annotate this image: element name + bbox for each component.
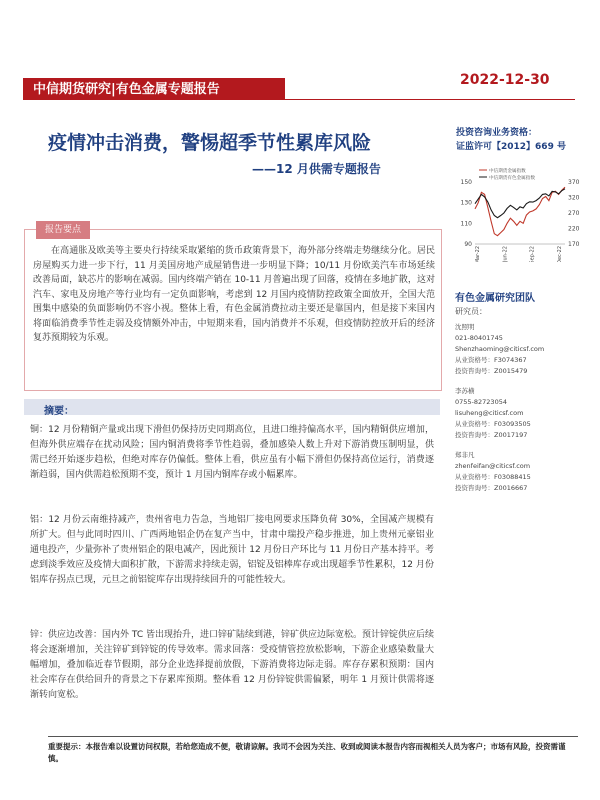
x-tick-label: Jun-22 xyxy=(502,246,509,262)
page-title: 疫情冲击消费，警惕超季节性累库风险 xyxy=(48,132,372,154)
license-line-2: 证监许可【2012】669 号 xyxy=(456,142,566,152)
y-right-tick-label: 370 xyxy=(568,179,580,186)
summary-tag: 报告要点 xyxy=(36,221,90,239)
analyst-name: 沈照明 xyxy=(455,323,475,331)
y-left-tick-label: 110 xyxy=(460,220,472,228)
analyst-name: 李苏横 xyxy=(455,387,475,395)
series-line xyxy=(475,187,565,236)
index-chart xyxy=(447,166,597,262)
analyst-card xyxy=(455,322,595,377)
abstract-heading: 摘要： xyxy=(44,406,74,417)
y-right-tick-label: 320 xyxy=(568,194,580,202)
analyst-card xyxy=(455,450,595,494)
y-left-tick-label: 130 xyxy=(460,199,472,207)
abstract-paragraph-aluminum: 铝：12 月份云南维持减产，贵州省电力告急，当地铝厂接电网要求压降负荷 30%，全国减产规模有所扩大。但与此同时四川、广西两地铝企仍在复产当中，甘肃中瑞投产稳步推进，加上贵州元豪铝业通电投产，少量弥补了贵州铝企的限电减产，因此预计 12 月份日产环比与 11 月份日产基本持平。考虑到淡季效应及疫情大面积扩散，下游需求持续走弱，铝锭及铝棒库存或出现超季节性累积，12 月份铝库存拐点已现，元旦之前铝锭库存出现持续回升的可能性较大。 xyxy=(30,515,434,585)
license-line-1: 投资咨询业务资格： xyxy=(456,128,538,138)
summary-text: 在高通胀及欧美等主要央行持续采取紧缩的货币政策背景下，海外部分终端走势继续分化。居民房屋购买力进一步下行，11 月美国房地产成屋销售进一步明显下降；10/11 月份欧美汽车市场延续改善局面，缺芯片的影响在减弱。国内终端产销在 10-11 月普遍出现了回落，疫情在多地扩散，这对汽车、家电及房地产等行业均有一定负面影响，考虑到 12 月国内疫情防控政策全面放开，全国大范围集中感染的负面影响仍不容小视。整体上看，有色金属消费拉动主要还是靠国内，但是接下来国内将面临消费季节性走弱及疫情额外冲击，中短期来看，国内消费并不乐观，但疫情防控放开后的经济复苏预期较为乐观。 xyxy=(33,246,435,343)
x-tick-label: Sep-22 xyxy=(529,246,536,262)
analyst-license-1: 从业资格号：F03093505 xyxy=(455,420,531,428)
license-info xyxy=(456,126,566,154)
header-brand: 中信期货研究|有色金属专题报告 xyxy=(33,82,220,97)
y-left-tick-label: 90 xyxy=(464,241,472,248)
page-subtitle: ——12 月供需专题报告 xyxy=(252,162,381,176)
y-right-tick-label: 220 xyxy=(568,225,580,233)
analyst-email[interactable]: zhenfeifan@citicsf.com xyxy=(455,462,531,470)
y-right-tick-label: 270 xyxy=(568,210,580,217)
analyst-license-2: 投资咨询号：Z0017197 xyxy=(455,431,528,439)
analyst-license-1: 从业资格号：F3074367 xyxy=(455,356,527,364)
legend-label: 中信期货有色金属指数 xyxy=(489,176,535,181)
legend-label: 中信期货金属指数 xyxy=(489,169,526,174)
y-right-tick-label: 170 xyxy=(568,241,580,248)
team-name: 有色金属研究团队 xyxy=(455,293,535,304)
analyst-phone: 021-80401745 xyxy=(455,334,503,342)
abstract-paragraph-copper: 铜：12 月份精铜产量或出现下滑但仍保持历史同期高位，且进口维持偏高水平，国内精铜供应增加，但海外供应端存在扰动风险；国内铜消费将季节性趋弱，叠加感染人数上升对下游消费压制明显，供需已经开始逐步趋松，但绝对库存仍偏低。整体上看，供应虽有小幅下滑但仍保持高位运行，消费逐渐趋弱，国内供需趋松预期不变，预计 1 月国内铜库存或小幅累库。 xyxy=(30,425,434,480)
analyst-name: 郑非凡 xyxy=(455,451,475,459)
footer-disclaimer: 重要提示：本报告难以设置访问权限，若给您造成不便，敬请谅解。我司不会因为关注、收到或阅读本报告内容而视相关人员为客户；市场有风险，投资需谨慎。 xyxy=(48,742,566,763)
header-rule xyxy=(285,99,575,100)
x-tick-label: Dec-22 xyxy=(557,246,563,262)
report-date: 2022-12-30 xyxy=(460,72,550,88)
analyst-email[interactable]: lisuheng@citicsf.com xyxy=(455,409,524,417)
analyst-license-1: 从业资格号：F03088415 xyxy=(455,473,531,481)
analyst-license-2: 投资咨询号：Z0016667 xyxy=(455,484,528,492)
index-chart-svg xyxy=(447,166,597,262)
abstract-paragraph-zinc: 锌：供应边改善：国内外 TC 皆出现抬升，进口锌矿陆续到港，锌矿供应边际宽松。预计锌锭供应后续将会逐渐增加，关注锌矿到锌锭的传导效率。需求回落：受疫情管控放松影响，下游企业感染数量大幅增加，叠加临近春节假期，部分企业选择提前放假，下游消费将边际走弱。库存存累积预期：国内社会库存在供给回升的背景之下存累库预期。整体看 12 月份锌锭供需偏紧，明年 1 月预计供需将逐渐转向宽松。 xyxy=(30,630,434,700)
header-brand-bar xyxy=(23,78,285,100)
team-staff-label: 研究员： xyxy=(455,307,487,316)
y-left-tick-label: 150 xyxy=(460,179,472,186)
analyst-phone: 0755-82723054 xyxy=(455,398,507,406)
analyst-email[interactable]: Shenzhaoming@citicsf.com xyxy=(455,345,545,353)
footer-rule xyxy=(48,736,578,737)
x-tick-label: Mar-22 xyxy=(475,246,481,262)
analyst-license-2: 投资咨询号：Z0015479 xyxy=(455,367,528,375)
abstract-heading-bar xyxy=(24,399,440,415)
analyst-card xyxy=(455,386,595,441)
